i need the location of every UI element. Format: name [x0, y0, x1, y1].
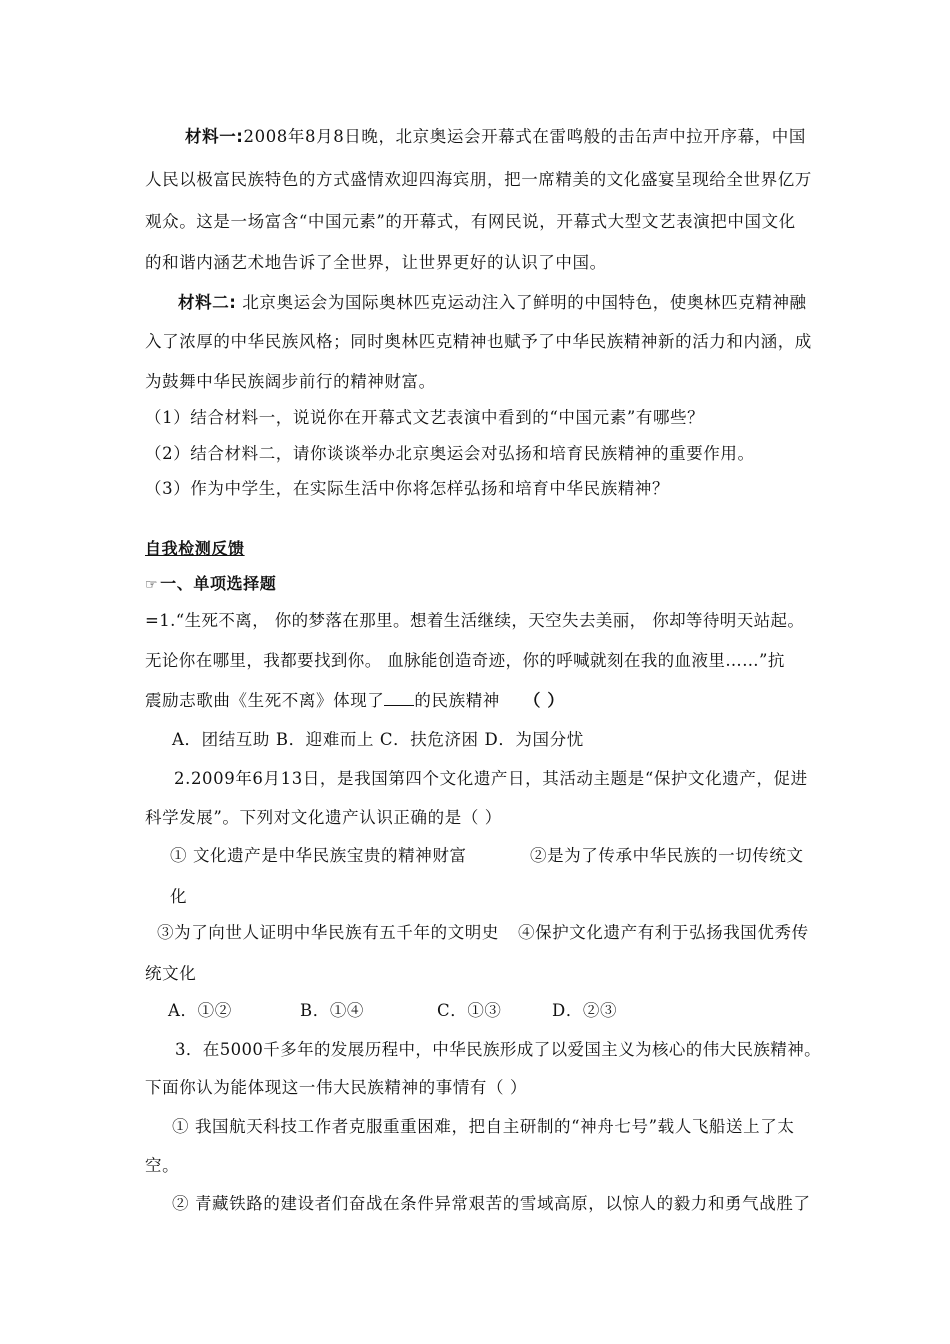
item2-statement-1: ① 文化遗产是中华民族宝贵的精神财富 [170, 846, 467, 865]
item2-statement-4-cont: 统文化 [145, 964, 197, 983]
item3-line1: 3．在5000千多年的发展历程中，中华民族形成了以爱国主义为核心的伟大民族精神。 [175, 1040, 821, 1059]
item2-statement-2: ②是为了传承中华民族的一切传统文 [530, 846, 804, 865]
pointing-hand-icon: ☞ [145, 577, 159, 593]
material1-line2: 人民以极富民族特色的方式盛情欢迎四海宾朋，把一席精美的文化盛宴呈现给全世界亿万 [145, 170, 812, 189]
material2-line3: 为鼓舞中华民族阔步前行的精神财富。 [145, 372, 436, 391]
material1-label: 材料一: [185, 127, 244, 146]
item1-line2: 无论你在哪里，我都要找到你。 血脉能创造奇迹，你的呼喊就刻在我的血液里……”抗 [145, 651, 785, 670]
section-subtitle: ☞ 一、单项选择题 [145, 573, 276, 596]
material1-line3: 观众。这是一场富含“中国元素”的开幕式，有网民说，开幕式大型文艺表演把中国文化 [145, 212, 796, 231]
item3-statement-1: ① 我国航天科技工作者克服重重困难，把自主研制的“神舟七号”载人飞船送上了太 [172, 1117, 795, 1136]
answer-blank [384, 691, 414, 706]
question-2: （2）结合材料二，请你谈谈举办北京奥运会对弘扬和培育民族精神的重要作用。 [145, 444, 755, 463]
material2-line1: 材料二: 北京奥运会为国际奥林匹克运动注入了鲜明的中国特色，使奥林匹克精神融 [178, 293, 807, 312]
item2-line2: 科学发展”。下列对文化遗产认识正确的是（ ） [145, 808, 502, 827]
item2-option-c: C．①③ [437, 1001, 502, 1020]
item1-line3: 震励志歌曲《生死不离》体现了 的民族精神 （ ） [145, 691, 565, 710]
item2-statement-4: ④保护文化遗产有利于弘扬我国优秀传 [518, 923, 809, 942]
material1-line1: 材料一:2008年8月8日晚，北京奥运会开幕式在雷鸣般的击缶声中拉开序幕，中国 [185, 127, 806, 146]
item2-line1: 2.2009年6月13日，是我国第四个文化遗产日，其活动主题是“保护文化遗产，促进 [174, 769, 808, 788]
item3-line2: 下面你认为能体现这一伟大民族精神的事情有（ ） [145, 1078, 528, 1097]
question-1: （1）结合材料一，说说你在开幕式文艺表演中看到的“中国元素”有哪些？ [145, 408, 705, 427]
answer-parens: （ ） [523, 691, 565, 710]
section-title: 自我检测反馈 [145, 539, 245, 558]
question-3: （3）作为中学生，在实际生活中你将怎样弘扬和培育中华民族精神？ [145, 479, 670, 498]
item2-option-d: D．②③ [552, 1001, 618, 1020]
material1-line4: 的和谐内涵艺术地告诉了全世界，让世界更好的认识了中国。 [145, 253, 607, 272]
item2-option-b: B．①④ [300, 1001, 365, 1020]
item3-statement-2: ② 青藏铁路的建设者们奋战在条件异常艰苦的雪域高原，以惊人的毅力和勇气战胜了 [172, 1194, 811, 1213]
item1-line1: =1.“生死不离， 你的梦落在那里。想着生活继续，天空失去美丽， 你却等待明天站起。 [145, 611, 805, 630]
item3-statement-1-cont: 空。 [145, 1156, 180, 1175]
item2-option-a: A．①② [168, 1001, 232, 1020]
material2-label: 材料二: [178, 293, 237, 312]
item2-statement-2-cont: 化 [170, 887, 188, 906]
material2-line2: 入了浓厚的中华民族风格；同时奥林匹克精神也赋予了中华民族精神新的活力和内涵，成 [145, 332, 812, 351]
item1-options: A．团结互助 B．迎难而上 C．扶危济困 D．为国分忧 [172, 730, 584, 749]
item2-statement-3: ③为了向世人证明中华民族有五千年的文明史 [157, 923, 499, 942]
